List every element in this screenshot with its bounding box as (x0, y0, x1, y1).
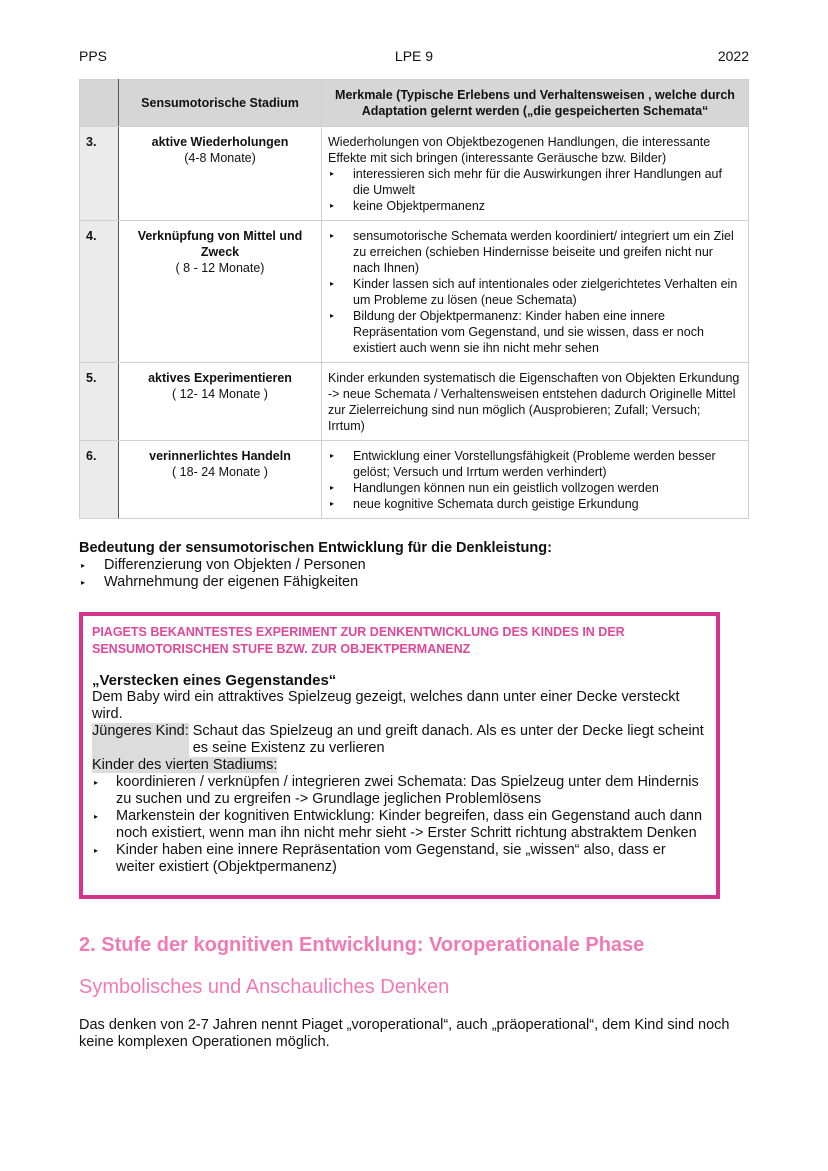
section-subheading: Symbolisches und Anschauliches Denken (79, 976, 450, 998)
features-cell (322, 221, 749, 363)
significance-title: Bedeutung der sensumotorischen Entwicklung für die Denkleistung: (79, 540, 552, 556)
stage-name: aktive Wiederholungen (151, 135, 289, 149)
fourth-stage-label: Kinder des vierten Stadiums: (92, 757, 278, 773)
significance-section (79, 540, 749, 591)
experiment-box (79, 612, 720, 899)
stage-cell (119, 363, 322, 441)
features-intro: Wiederholungen von Objektbezogenen Handlungen, die interessante Effekte mit sich bringen (interessante Geräusche bzw. Bilder) (328, 135, 711, 165)
list-item: ▸ koordinieren / verknüpfen / integrieren zwei Schemata: Das Spielzeug unter dem Hindernis zu suchen und zu ergreifen -> Grundlage jeglichen Problemlösens (92, 774, 706, 808)
fourth-stage-list (92, 774, 706, 876)
list-item: ▸ Kinder lassen sich auf intentionales oder zielgerichtetes Verhalten ein um Probleme zu lösen (neue Schemata) (328, 276, 740, 308)
row-number: 3. (80, 127, 119, 221)
younger-child-text: Schaut das Spielzeug an und greift danach. Als es unter der Decke liegt scheint es seine Existenz zu verlieren (192, 723, 704, 756)
experiment-title: „Verstecken eines Gegenstandes“ (92, 672, 337, 689)
features-list (328, 448, 740, 512)
list-item: ▸ Entwicklung einer Vorstellungsfähigkeit (Probleme werden besser gelöst; Versuch und Irrtum werden verhindert) (328, 448, 740, 480)
younger-child-row (92, 723, 706, 757)
significance-list (79, 557, 749, 591)
list-item: ▸ Differenzierung von Objekten / Personen (79, 557, 749, 574)
section-heading: 2. Stufe der kognitiven Entwicklung: Voroperationale Phase (79, 934, 645, 956)
features-list (328, 228, 740, 356)
features-cell (322, 127, 749, 221)
list-item: ▸ neue kognitive Schemata durch geistige Erkundung (328, 496, 740, 512)
stage-name: verinnerlichtes Handeln (149, 449, 291, 463)
header-features-cell: Merkmale (Typische Erlebens und Verhaltensweisen , welche durch Adaptation gelernt werden („die gespeicherten Schemata“ (322, 80, 749, 127)
list-item: ▸ keine Objektpermanenz (328, 198, 740, 214)
stage-cell (119, 127, 322, 221)
features-cell (322, 441, 749, 519)
header-center: LPE 9 (394, 48, 434, 64)
table-row (80, 221, 749, 363)
stages-table (79, 79, 749, 519)
stage-age: (4-8 Monate) (184, 151, 256, 165)
list-item: ▸ Wahrnehmung der eigenen Fähigkeiten (79, 574, 749, 591)
stage-age: ( 12- 14 Monate ) (172, 387, 268, 401)
table-header-row (80, 80, 749, 127)
table-row (80, 127, 749, 221)
page-header (79, 48, 749, 66)
list-item: ▸ Bildung der Objektpermanenz: Kinder haben eine innere Repräsentation vom Gegenstand, und sie wissen, dass er noch existiert auch wenn sie ihn nicht mehr sehen (328, 308, 740, 356)
header-stage-cell: Sensumotorische Stadium (119, 80, 322, 127)
list-item: ▸ Markenstein der kognitiven Entwicklung: Kinder begreifen, dass ein Gegenstand auch dann noch existiert, wenn man ihn nicht mehr sieht -> Erster Schritt richtung abstraktem Denken (92, 808, 706, 842)
list-item: ▸ interessieren sich mehr für die Auswirkungen ihrer Handlungen auf die Umwelt (328, 166, 740, 198)
table-row (80, 363, 749, 441)
stage-age: ( 8 - 12 Monate) (175, 261, 265, 275)
features-intro: Kinder erkunden systematisch die Eigenschaften von Objekten Erkundung -> neue Schemata / Verhaltensweisen entstehen dadurch Originelle Mittel zur Zielerreichung sind nun möglich (Ausprobieren; Zufall; Versuch; Irrtum) (328, 371, 740, 433)
header-right: 2022 (717, 48, 749, 64)
table-row (80, 441, 749, 519)
list-item: ▸ sensumotorische Schemata werden koordiniert/ integriert um ein Ziel zu erreichen (schieben Hindernisse beiseite und greifen nicht nur nach Ihnen) (328, 228, 740, 276)
list-item: ▸ Kinder haben eine innere Repräsentation vom Gegenstand, sie „wissen“ also, dass er weiter existiert (Objektpermanenz) (92, 842, 706, 876)
row-number: 6. (80, 441, 119, 519)
stage-name: Verknüpfung von Mittel und Zweck (137, 229, 303, 259)
row-number: 4. (80, 221, 119, 363)
experiment-intro: Dem Baby wird ein attraktives Spielzeug gezeigt, welches dann unter einer Decke versteckt wird. (92, 689, 680, 722)
row-number: 5. (80, 363, 119, 441)
features-cell (322, 363, 749, 441)
header-num-cell (80, 80, 119, 127)
stage-name: aktives Experimentieren (148, 371, 292, 385)
stage-cell (119, 441, 322, 519)
younger-child-label: Jüngeres Kind: (92, 723, 189, 757)
stage-age: ( 18- 24 Monate ) (172, 465, 268, 479)
stage-cell (119, 221, 322, 363)
section-paragraph: Das denken von 2-7 Jahren nennt Piaget „voroperational“, auch „präoperational“, dem Kind sind noch keine komplexen Operationen möglich. (79, 1017, 730, 1050)
list-item: ▸ Handlungen können nun ein geistlich vollzogen werden (328, 480, 740, 496)
experiment-box-title: PIAGETS BEKANNTESTES EXPERIMENT ZUR DENKENTWICKLUNG DES KINDES IN DER SENSUMOTORISCHEN STUFE BZW. ZUR OBJEKTPERMANENZ (92, 625, 625, 656)
features-list (328, 166, 740, 214)
header-left: PPS (79, 48, 108, 64)
